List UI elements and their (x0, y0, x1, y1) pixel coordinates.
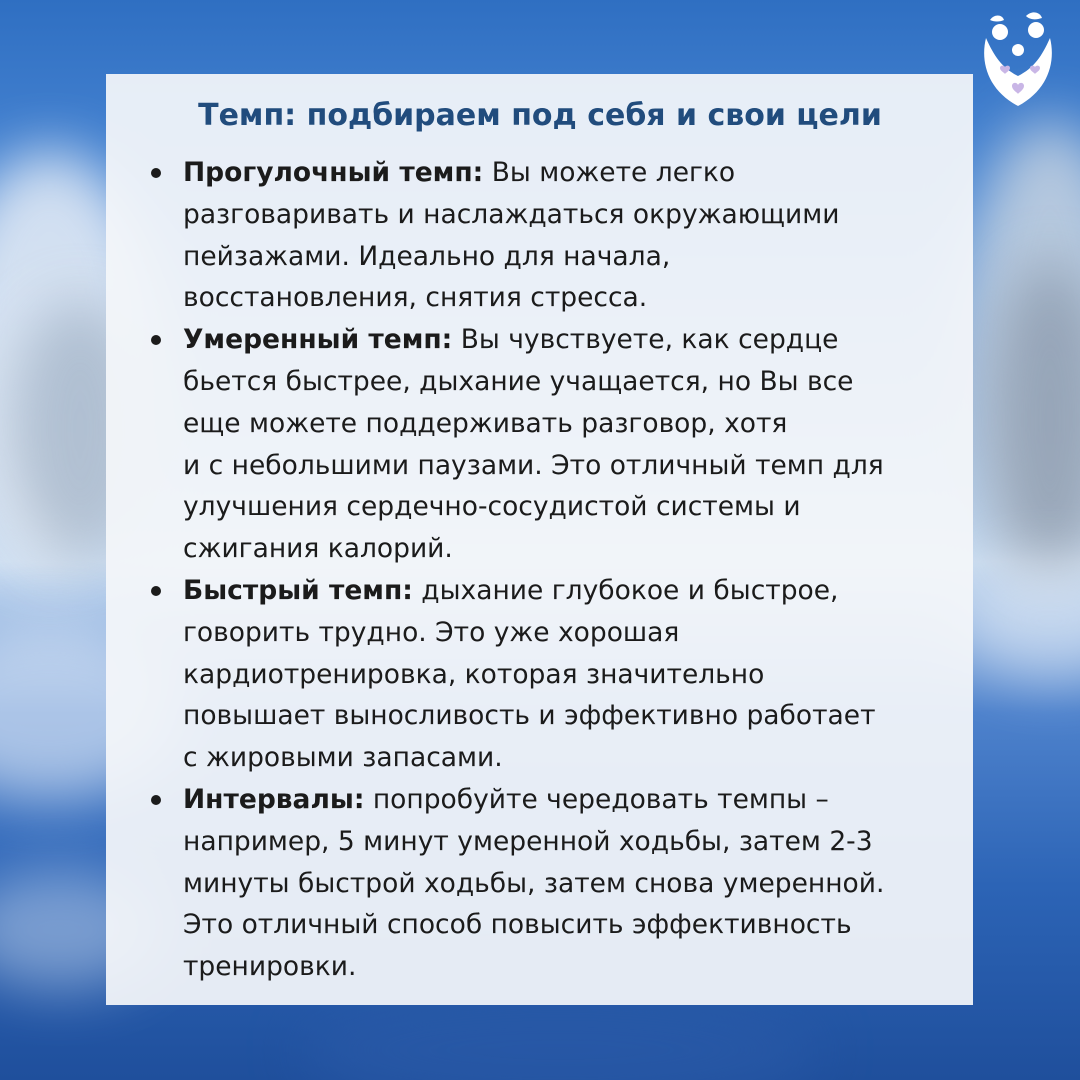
bullet-icon (151, 795, 161, 805)
list-item-term: Интервалы: (183, 783, 365, 815)
list-item-term: Быстрый темп: (183, 574, 413, 606)
list-item-walking-pace (183, 152, 943, 319)
list-item-line: тренировки. (183, 951, 357, 983)
list-item-line: сжигания калорий. (183, 533, 453, 565)
list-item-moderate-pace (183, 319, 943, 570)
snow-patch-right (960, 560, 1080, 680)
page-title: Темп: подбираем под себя и свои цели (198, 98, 882, 133)
list-item-line: разговаривать и наслаждаться окружающими (183, 198, 840, 230)
list-item-line: говорить трудно. Это уже хорошая (183, 616, 680, 648)
list-item-intervals (183, 779, 943, 988)
list-item-line: кардиотренировка, которая значительно (183, 658, 765, 690)
bullet-icon (151, 586, 161, 596)
list-item-line: минуты быстрой ходьбы, затем снова умеренной. (183, 867, 885, 899)
list-item-line: Это отличный способ повысить эффективность (183, 909, 852, 941)
tempo-list (183, 152, 943, 988)
list-item-line: например, 5 минут умеренной ходьбы, затем 2-3 (183, 825, 873, 857)
list-item-line: дыхание глубокое и быстрое, (421, 574, 839, 606)
list-item-line: пейзажами. Идеально для начала, (183, 240, 671, 272)
family-hearts-logo-icon (976, 10, 1060, 110)
list-item-line: улучшения сердечно-сосудистой системы и (183, 491, 801, 523)
bullet-icon (151, 168, 161, 178)
list-item-line: Вы чувствуете, как сердце (460, 324, 839, 356)
list-item-line: еще можете поддерживать разговор, хотя (183, 407, 788, 439)
list-item-term: Прогулочный темп: (183, 157, 484, 188)
list-item-line: попробуйте чередовать темпы – (372, 783, 829, 815)
list-item-line: восстановления, снятия стресса. (183, 282, 648, 314)
list-item-fast-pace (183, 570, 943, 779)
list-item-line: с жировыми запасами. (183, 742, 503, 774)
list-item-term: Умеренный темп: (183, 324, 453, 356)
list-item-line: Вы можете легко (491, 157, 736, 188)
list-item-line: и с небольшими паузами. Это отличный темп для (183, 449, 884, 481)
list-item-line: бьется быстрее, дыхание учащается, но Вы все (183, 365, 854, 397)
list-item-line: повышает выносливость и эффективно работает (183, 700, 876, 732)
